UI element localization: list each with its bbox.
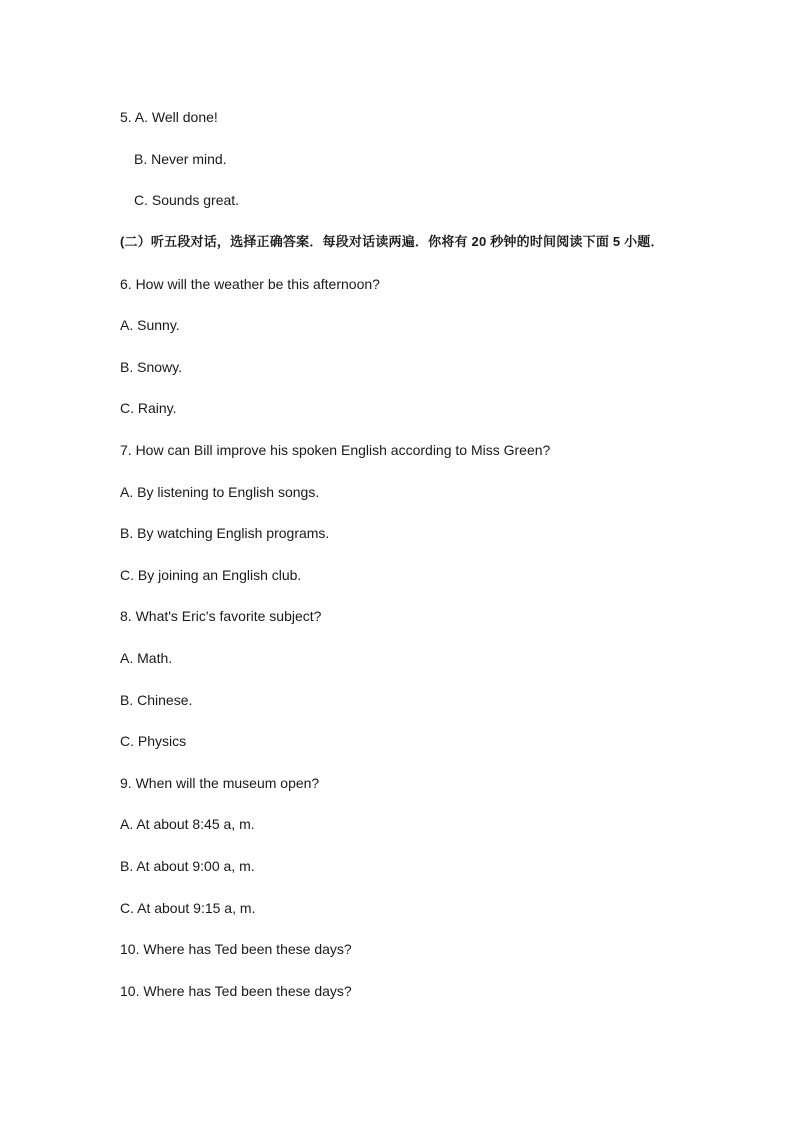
q8-option-a: A. Math. <box>120 650 173 666</box>
q10-question-repeat: 10. Where has Ted been these days? <box>120 983 352 999</box>
q6-option-c: C. Rainy. <box>120 400 177 416</box>
q9-option-a: A. At about 8:45 a, m. <box>120 816 255 832</box>
q5-option-a: 5. A. Well done! <box>120 109 218 125</box>
q6-option-b: B. Snowy. <box>120 359 182 375</box>
q5-option-b: B. Never mind. <box>134 151 227 167</box>
q7-option-c: C. By joining an English club. <box>120 567 302 583</box>
q8-option-c: C. Physics <box>120 733 187 749</box>
q7-question: 7. How can Bill improve his spoken English according to Miss Green? <box>120 442 551 458</box>
q8-question: 8. What's Eric's favorite subject? <box>120 608 322 624</box>
q9-question: 9. When will the museum open? <box>120 775 320 791</box>
q7-option-b: B. By watching English programs. <box>120 525 330 541</box>
q6-question: 6. How will the weather be this afternoon? <box>120 276 380 292</box>
q9-option-b: B. At about 9:00 a, m. <box>120 858 255 874</box>
section-2-heading: (二）听五段对话，选择正确答案．每段对话读两遍．你将有 20 秒钟的时间阅读下面 5 小题． <box>120 234 664 249</box>
q5-option-c: C. Sounds great. <box>134 192 240 208</box>
q6-option-a: A. Sunny. <box>120 317 180 333</box>
q10-question: 10. Where has Ted been these days? <box>120 941 352 957</box>
q7-option-a: A. By listening to English songs. <box>120 484 320 500</box>
q9-option-c: C. At about 9:15 a, m. <box>120 900 256 916</box>
q8-option-b: B. Chinese. <box>120 692 193 708</box>
